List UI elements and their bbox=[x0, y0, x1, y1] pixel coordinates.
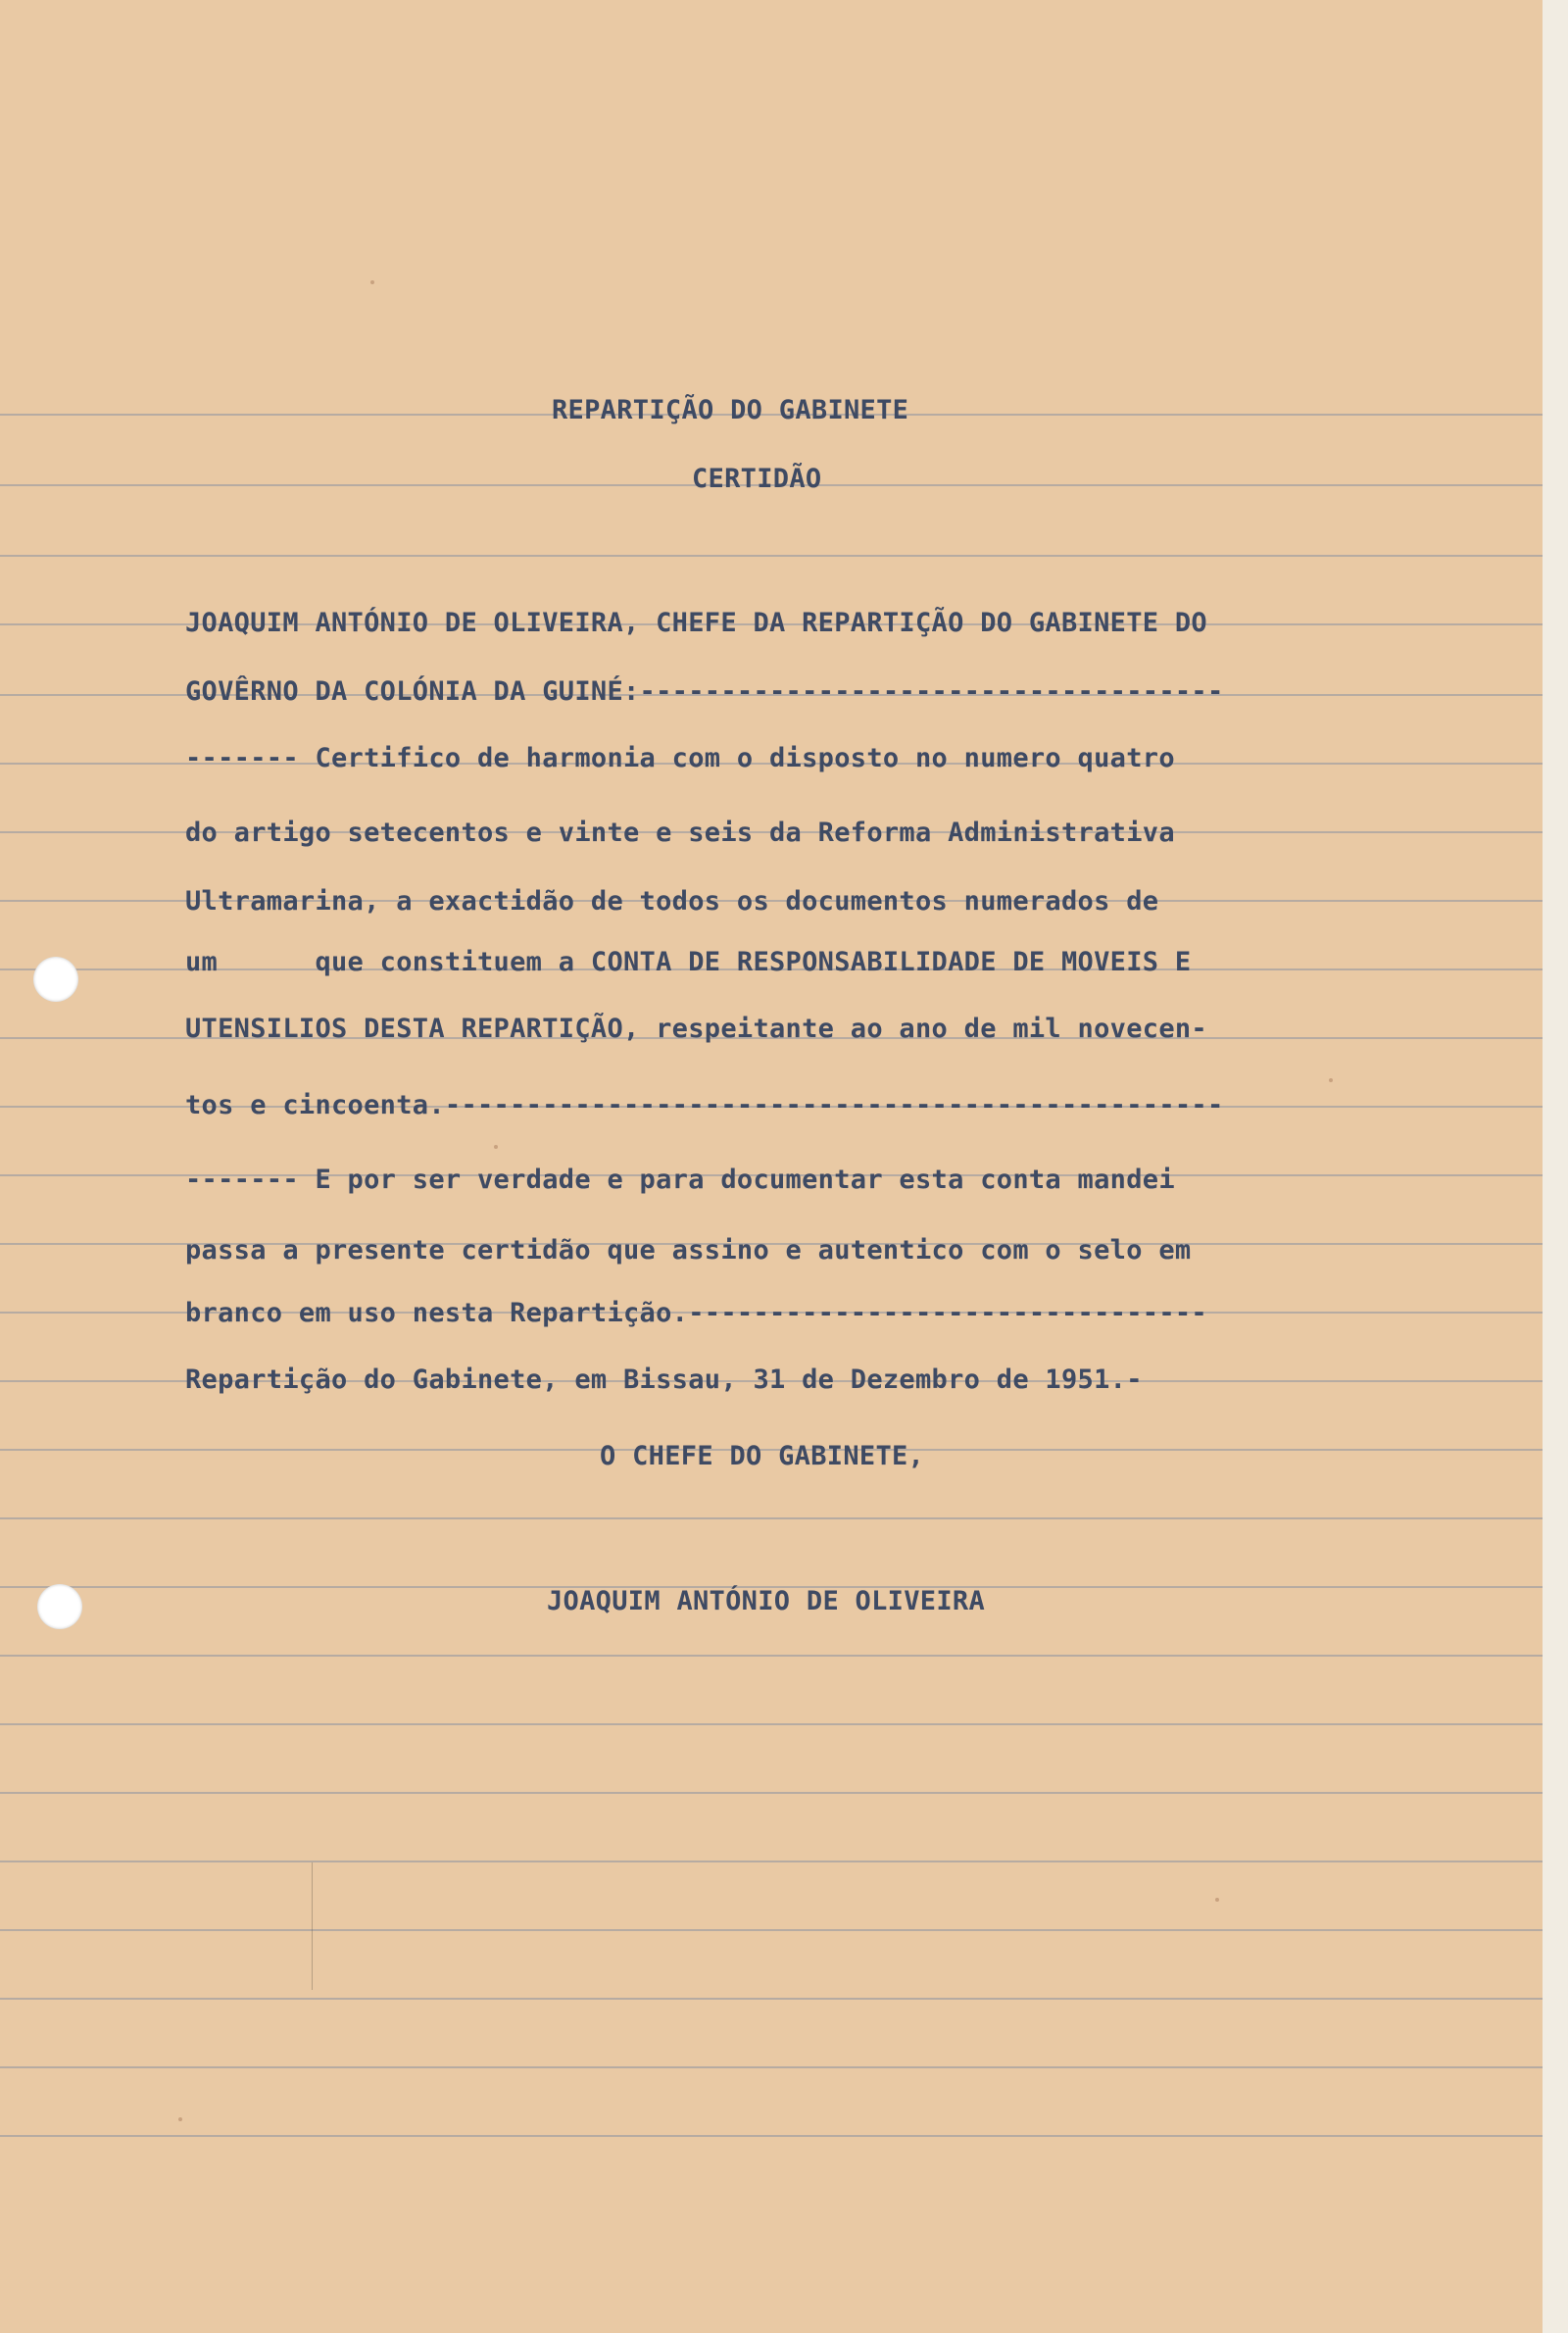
ruled-line bbox=[0, 2135, 1543, 2137]
punch-hole bbox=[37, 1584, 82, 1629]
document-header: REPARTIÇÃO DO GABINETE bbox=[552, 395, 909, 425]
paper-speck bbox=[178, 2117, 182, 2121]
ruled-line bbox=[0, 2066, 1543, 2068]
ruled-line bbox=[0, 1792, 1543, 1794]
signature-name: JOAQUIM ANTÓNIO DE OLIVEIRA bbox=[547, 1586, 985, 1616]
closing-line: O CHEFE DO GABINETE, bbox=[600, 1441, 925, 1471]
ruled-line bbox=[0, 555, 1543, 557]
body-line: ------- E por ser verdade e para documentar esta conta mandei bbox=[185, 1165, 1175, 1195]
ruled-line bbox=[0, 1998, 1543, 2000]
paper-speck bbox=[1215, 1898, 1219, 1902]
body-line: do artigo setecentos e vinte e seis da Reforma Administrativa bbox=[185, 818, 1175, 848]
paper-speck bbox=[494, 1145, 498, 1149]
ruled-line bbox=[0, 1655, 1543, 1657]
page-edge bbox=[1543, 0, 1568, 2333]
ruled-line bbox=[0, 1929, 1543, 1931]
body-line: ------- Certifico de harmonia com o disposto no numero quatro bbox=[185, 743, 1175, 773]
body-line: UTENSILIOS DESTA REPARTIÇÃO, respeitante ao ano de mil novecen- bbox=[185, 1014, 1207, 1044]
body-line: um que constituem a CONTA DE RESPONSABILIDADE DE MOVEIS E bbox=[185, 947, 1192, 977]
ruled-line bbox=[0, 1861, 1543, 1862]
body-line: GOVÊRNO DA COLÓNIA DA GUINÉ:------------------------------------ bbox=[185, 676, 1224, 707]
body-line: Repartição do Gabinete, em Bissau, 31 de Dezembro de 1951.- bbox=[185, 1365, 1143, 1395]
body-line: branco em uso nesta Repartição.-------------------------------- bbox=[185, 1298, 1207, 1328]
body-line: tos e cincoenta.------------------------------------------------ bbox=[185, 1090, 1224, 1120]
body-line: passa a presente certidão que assino e autentico com o selo em bbox=[185, 1235, 1192, 1266]
document-title: CERTIDÃO bbox=[692, 464, 822, 494]
ruled-line bbox=[0, 1723, 1543, 1725]
paper-speck bbox=[1329, 1078, 1333, 1082]
punch-hole bbox=[33, 957, 78, 1002]
body-line: JOAQUIM ANTÓNIO DE OLIVEIRA, CHEFE DA REPARTIÇÃO DO GABINETE DO bbox=[185, 608, 1207, 638]
ruled-line bbox=[0, 1517, 1543, 1519]
body-line: Ultramarina, a exactidão de todos os documentos numerados de bbox=[185, 886, 1159, 917]
paper-speck bbox=[370, 280, 374, 284]
paper-crease bbox=[312, 1862, 313, 1990]
